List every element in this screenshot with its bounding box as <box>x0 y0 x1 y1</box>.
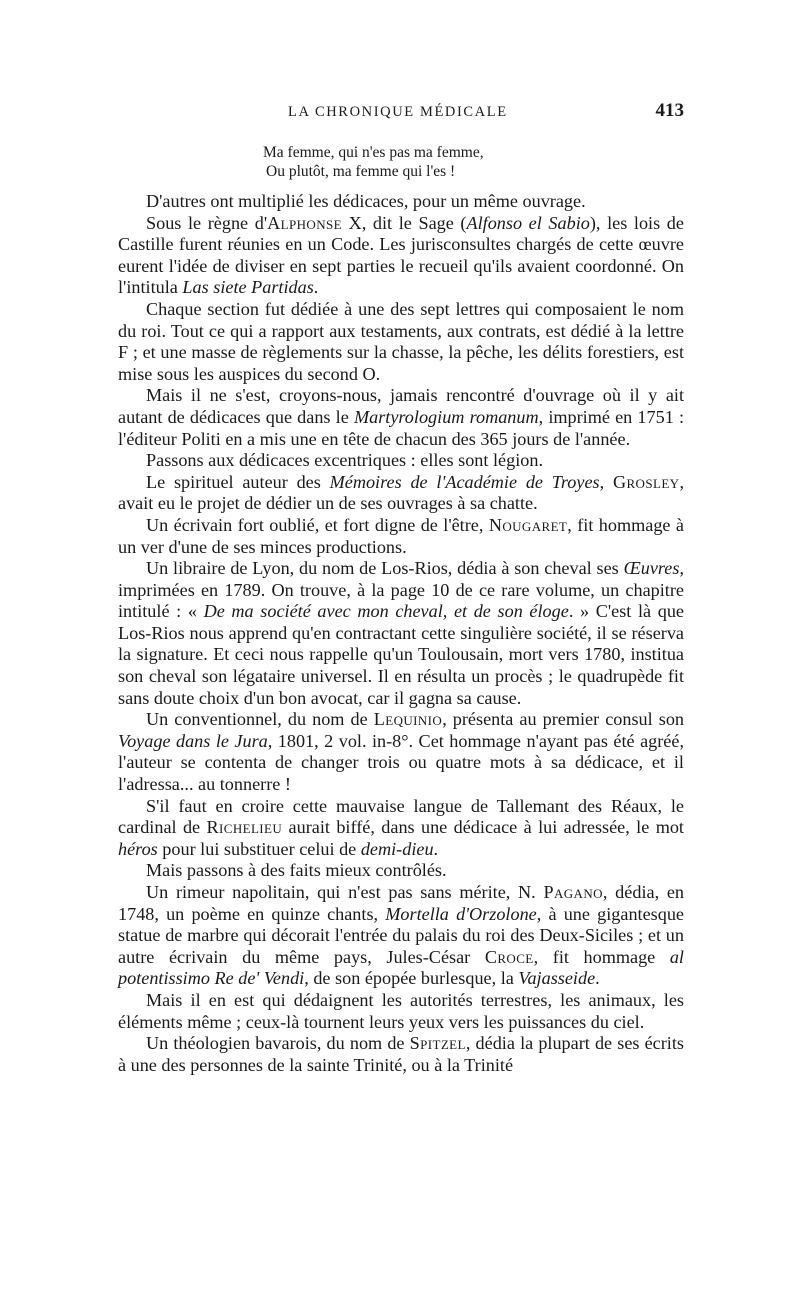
text-segment: Un écrivain fort oublié, et fort digne de l'être, <box>146 514 489 535</box>
paragraph <box>118 882 684 990</box>
text-segment: . <box>595 968 600 989</box>
italic-text: Las siete Partidas <box>182 277 314 298</box>
text-segment: Le spirituel auteur des <box>146 471 330 492</box>
text-segment: , imprimées en 1789. On trouve, à la page 10 de ce rare volume, un chapitre intitulé : « <box>118 558 684 622</box>
text-segment: , <box>599 471 613 492</box>
text-segment: . » C'est là que Los-Rios nous apprend qu'en contractant cette singulière société, il se réserva la signature. Et ceci nous rappelle qu'un Toulousain, mort vers 1780, institua son cheval son légataire universel. Il en résulta un procès ; le quadrupède fit sans doute choix d'un bon avocat, car il gagna sa cause. <box>118 601 684 708</box>
text-segment: . <box>433 838 439 859</box>
text-segment: , de son épopée burlesque, la <box>304 968 519 989</box>
italic-text: Mortella d'Orzolone <box>385 903 537 924</box>
text-segment: . <box>313 277 319 298</box>
paragraph <box>118 385 684 450</box>
small-caps-name: Croce <box>484 946 534 967</box>
small-caps-name: Pagano <box>543 882 603 902</box>
small-caps-name: Spitzel <box>409 1033 466 1054</box>
paragraph <box>118 1033 684 1076</box>
text-segment: Mais il en est qui dédaignent les autorités terrestres, les animaux, les éléments même ; ceux-là tournent leurs yeux vers les puissances du ciel. <box>118 989 684 1032</box>
italic-text: Martyrologium romanum <box>353 406 539 427</box>
text-segment: , à une gigantesque statue de marbre qui décorait l'entrée du palais du roi des Deux-Siciles ; et un autre écrivain du même pays, Jules-César <box>118 903 685 967</box>
text-segment: Mais il ne s'est, croyons-nous, jamais rencontré d'ouvrage où il y ait autant de dédicaces que dans le <box>118 385 684 427</box>
paragraph <box>118 191 684 213</box>
small-caps-name: Richelieu <box>206 817 283 838</box>
italic-text: De ma société avec mon cheval, et de son éloge <box>203 601 569 622</box>
text-segment: X, dit le Sage ( <box>341 212 467 233</box>
page-header <box>118 100 684 130</box>
small-caps-name: Lequinio <box>373 709 443 730</box>
text-segment: Passons aux dédicaces excentriques : elles sont légion. <box>146 450 543 471</box>
text-segment: , fit hommage <box>533 946 670 967</box>
text-segment: S'il faut en croire cette mauvaise langue de Tallemant des Réaux, le cardinal de <box>118 795 684 838</box>
text-segment: aurait biffé, dans une dédicace à lui adressée, le mot <box>282 817 684 838</box>
text-segment: D'autres ont multiplié les dédicaces, pour un même ouvrage. <box>146 191 586 211</box>
paragraph <box>118 709 684 795</box>
paragraph <box>118 213 684 299</box>
italic-text: Vajasseide <box>518 968 596 989</box>
text-segment: , dédia, en 1748, un poème en quinze chants, <box>118 882 684 924</box>
text-segment: , 1801, 2 vol. in-8°. Cet hommage n'ayant pas été agréé, l'auteur se contenta de changer trois ou quatre mots à sa dédicace, et il l'adressa... au tonnerre ! <box>118 730 684 795</box>
italic-text: Œuvres <box>623 558 680 579</box>
small-caps-name: Alphonse <box>267 212 342 233</box>
text-segment: Sous le règne d' <box>146 212 268 233</box>
paragraph <box>118 990 684 1033</box>
text-segment: , dédia la plupart de ses écrits à une des personnes de la sainte Trinité, ou à la Trinité <box>118 1033 684 1075</box>
italic-text: Mémoires de l'Académie de Troyes <box>329 471 600 492</box>
text-segment: Chaque section fut dédiée à une des sept lettres qui composaient le nom du roi. Tout ce qui a rapport aux testaments, aux contrats, est dédié à la lettre F ; et une masse de règlements sur la chasse, la pêche, les délits forestiers, est mise sous les auspices du second O. <box>118 298 684 384</box>
text-segment: , imprimé en 1751 : l'éditeur Politi en a mis une en tête de chacun des 365 jours de l'année. <box>118 406 685 449</box>
text-segment: Un libraire de Lyon, du nom de Los-Rios, dédia à son cheval ses <box>146 558 624 579</box>
paragraph <box>118 299 684 385</box>
epigraph-line: Ou plutôt, ma femme qui l'es ! <box>266 163 456 180</box>
italic-text: al potentissimo Re de' Vendi <box>118 946 684 989</box>
body-text <box>118 191 684 1076</box>
paragraph <box>118 472 684 515</box>
text-segment: pour lui substituer celui de <box>157 838 361 859</box>
paragraph <box>118 860 684 882</box>
text-segment: , présenta au premier consul son <box>442 709 685 730</box>
italic-text: Voyage dans le Jura <box>118 730 268 751</box>
small-caps-name: Nougaret <box>488 514 568 535</box>
paragraph <box>118 515 684 558</box>
text-segment: ), les lois de Castille furent réunies en un Code. Les jurisconsultes chargés de cette œuvre eurent l'idée de diviser en sept parties le recueil qu'ils avaient coordonné. On l'intitula <box>118 212 684 298</box>
italic-text: Alfonso el Sabio <box>466 212 590 233</box>
text-segment: Un conventionnel, du nom de <box>146 709 374 730</box>
paragraph <box>118 796 684 861</box>
text-segment: , fit hommage à un ver d'une de ses minces productions. <box>118 514 684 557</box>
text-segment: , avait eu le projet de dédier un de ses ouvrages à sa chatte. <box>118 471 684 514</box>
italic-text: héros <box>118 838 158 859</box>
running-title: LA CHRONIQUE MÉDICALE <box>288 104 508 120</box>
text-segment: Mais passons à des faits mieux contrôlés. <box>146 860 447 881</box>
italic-text: demi-dieu <box>360 838 434 859</box>
paragraph <box>118 558 684 709</box>
page-number: 413 <box>655 100 684 121</box>
small-caps-name: Grosley <box>612 471 680 492</box>
epigraph <box>263 143 563 181</box>
text-segment: Un rimeur napolitain, qui n'est pas sans mérite, N. <box>146 882 544 902</box>
paragraph <box>118 450 684 472</box>
text-segment: Un théologien bavarois, du nom de <box>146 1033 410 1054</box>
epigraph-line: Ma femme, qui n'es pas ma femme, <box>263 144 484 161</box>
